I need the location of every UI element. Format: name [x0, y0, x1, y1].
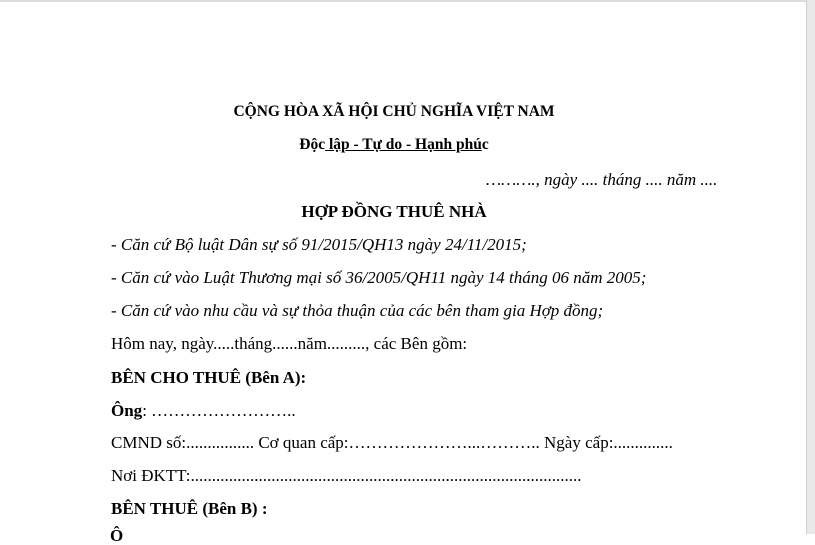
party-a-id-line: CMND số:................ Cơ quan cấp:…………………...……….. Ngày cấp:..............: [111, 433, 673, 452]
today-line: Hôm nay, ngày.....tháng......năm........., các Bên gồm:: [111, 334, 468, 353]
motto-part-c: c: [481, 136, 489, 153]
page-right-margin: [806, 0, 815, 534]
legal-basis-agreement: - Căn cứ vào nhu cầu và sự thỏa thuận của các bên tham gia Hợp đồng;: [111, 301, 604, 320]
party-a-residence-line: Nơi ĐKTT:............................................................................................: [111, 466, 582, 485]
national-title: CỘNG HÒA XÃ HỘI CHỦ NGHĨA VIỆT NAM: [233, 103, 555, 120]
date-line: ………., ngày .... tháng .... năm ....: [486, 170, 718, 189]
party-a-name-row: [111, 401, 296, 421]
party-b-heading: BÊN THUÊ (Bên B) :: [111, 499, 268, 518]
party-a-mr-label: Ông: [111, 401, 143, 420]
legal-basis-civil-code: - Căn cứ Bộ luật Dân sự số 91/2015/QH13 ngày 24/11/2015;: [111, 235, 527, 254]
motto-part-a: Độc: [299, 136, 326, 153]
cut-off-next-line: [110, 526, 124, 545]
national-motto: [0, 136, 788, 154]
cut-off-glyph: Ô: [110, 526, 124, 545]
party-a-heading: BÊN CHO THUÊ (Bên A):: [111, 368, 307, 387]
contract-title: HỢP ĐỒNG THUÊ NHÀ: [301, 202, 487, 221]
legal-basis-commercial-law: - Căn cứ vào Luật Thương mại số 36/2005/QH11 ngày 14 tháng 06 năm 2005;: [111, 268, 647, 287]
motto-part-b: lập - Tự do - Hạnh phú: [325, 136, 482, 153]
party-a-mr-value: : ……………………..: [142, 401, 296, 420]
